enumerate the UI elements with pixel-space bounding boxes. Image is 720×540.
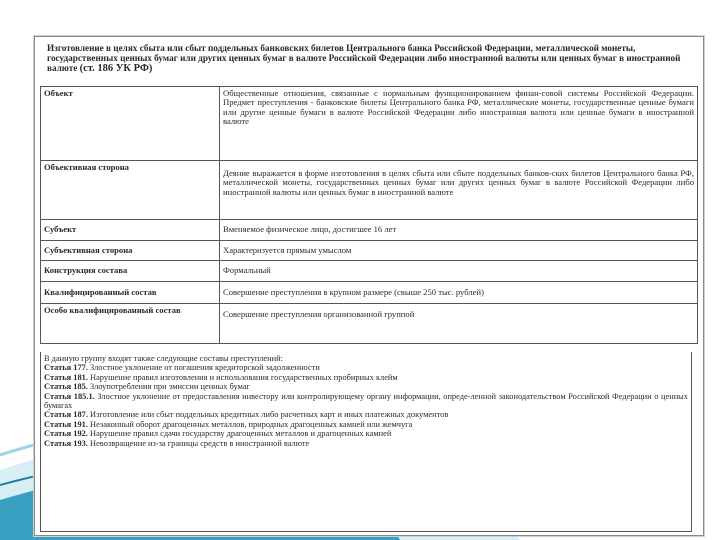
characteristics-table — [40, 86, 698, 344]
list-item — [44, 363, 688, 372]
article-text: Невозвращение из-за границы средств в иностранной валюте — [90, 438, 310, 448]
related-offences-list — [40, 352, 692, 532]
list-item — [44, 439, 688, 448]
row-label: Субъект — [41, 220, 220, 241]
document-slide — [34, 36, 704, 536]
list-item — [44, 410, 688, 419]
article-text: Нарушение правил изготовления и использования государственных пробирных клейм — [90, 372, 398, 382]
article-number: Статья 191. — [44, 419, 88, 429]
article-number: Статья 185.1. — [44, 391, 95, 401]
article-text: Злоупотребления при эмиссии ценных бумаг — [90, 382, 250, 392]
table-row — [41, 261, 698, 282]
article-number: Статья 181. — [44, 372, 88, 382]
article-number: Статья 193. — [44, 438, 88, 448]
article-number: Статья 185. — [44, 382, 88, 392]
article-number: Статья 187. — [44, 410, 88, 420]
list-item — [44, 382, 688, 391]
article-text: Нарушение правил сдачи государству драгоценных металлов и драгоценных камней — [90, 429, 392, 439]
row-value: Деяние выражается в форме изготовления в целях сбыта или сбыте поддельных банков-ских билетов Центрального банка РФ, металлической монеты, государственных ценных бумаг или других ценных бумаг в валюте Российской Федерации либо иностранной валюты или ценных бумаг в иностранной валюте — [220, 161, 698, 220]
row-label: Квалифицированный состав — [41, 282, 220, 304]
article-number: Статья 177. — [44, 363, 88, 373]
article-text: Изготовление или сбыт поддельных кредитных либо расчетных карт и иных платежных документов — [90, 410, 449, 420]
article-text: Злостное уклонение от предоставления инвестору или контролирующему органу информации, опреде-ленной законодательством Российской Федерации о ценных бумагах — [44, 391, 688, 411]
row-label: Конструкция состава — [41, 261, 220, 282]
row-label: Субъективная сторона — [41, 241, 220, 261]
article-text: Незаконный оборот драгоценных металлов, природных драгоценных камней или жемчуга — [90, 419, 413, 429]
table-row — [41, 220, 698, 241]
row-value: Совершение преступления в крупном размере (свыше 250 тыс. рублей) — [220, 282, 698, 304]
title-text: Изготовление в целях сбыта или сбыт поддельных банковских билетов Центрального банка Российской Федерации, металлической монеты, государственных ценных бумаг или других ценных бумаг в валюте Российской Федерации либо иностранной валюты или ценных бумаг в иностранной валюте — [47, 43, 681, 73]
row-value: Совершение преступления организованной группой — [220, 304, 698, 344]
row-label: Объект — [41, 87, 220, 161]
row-value: Формальный — [220, 261, 698, 282]
notes-intro: В данную группу входят также следующие составы преступлений: — [44, 354, 283, 363]
row-value: Общественные отношения, связанные с нормальным функционированием финан-совой системы Российской Федерации. Предмет преступления - банковские билеты Центрального банка РФ, металлические монеты, государственные ценные бумаги или другие ценные бумаги в валюте Российской Федерации либо иностранная валюта или ценные бумаги в иностранной валюте — [220, 87, 698, 161]
list-item — [44, 392, 688, 411]
list-item — [44, 429, 688, 438]
table-row — [41, 161, 698, 220]
article-text: Злостное уклонение от погашения кредиторской задолженности — [90, 363, 320, 373]
row-value: Вменяемое физическое лицо, достигшее 16 лет — [220, 220, 698, 241]
table-row — [41, 282, 698, 304]
list-item — [44, 373, 688, 382]
article-number: Статья 192. — [44, 429, 88, 439]
list-item — [44, 420, 688, 429]
row-value: Характеризуется прямым умыслом — [220, 241, 698, 261]
table-row — [41, 304, 698, 344]
row-label: Объективная сторона — [41, 161, 220, 220]
title-article: (ст. 186 УК РФ) — [79, 63, 153, 74]
document-title — [47, 43, 687, 74]
table-row — [41, 87, 698, 161]
row-label: Особо квалифицированный состав — [41, 304, 220, 344]
table-row — [41, 241, 698, 261]
